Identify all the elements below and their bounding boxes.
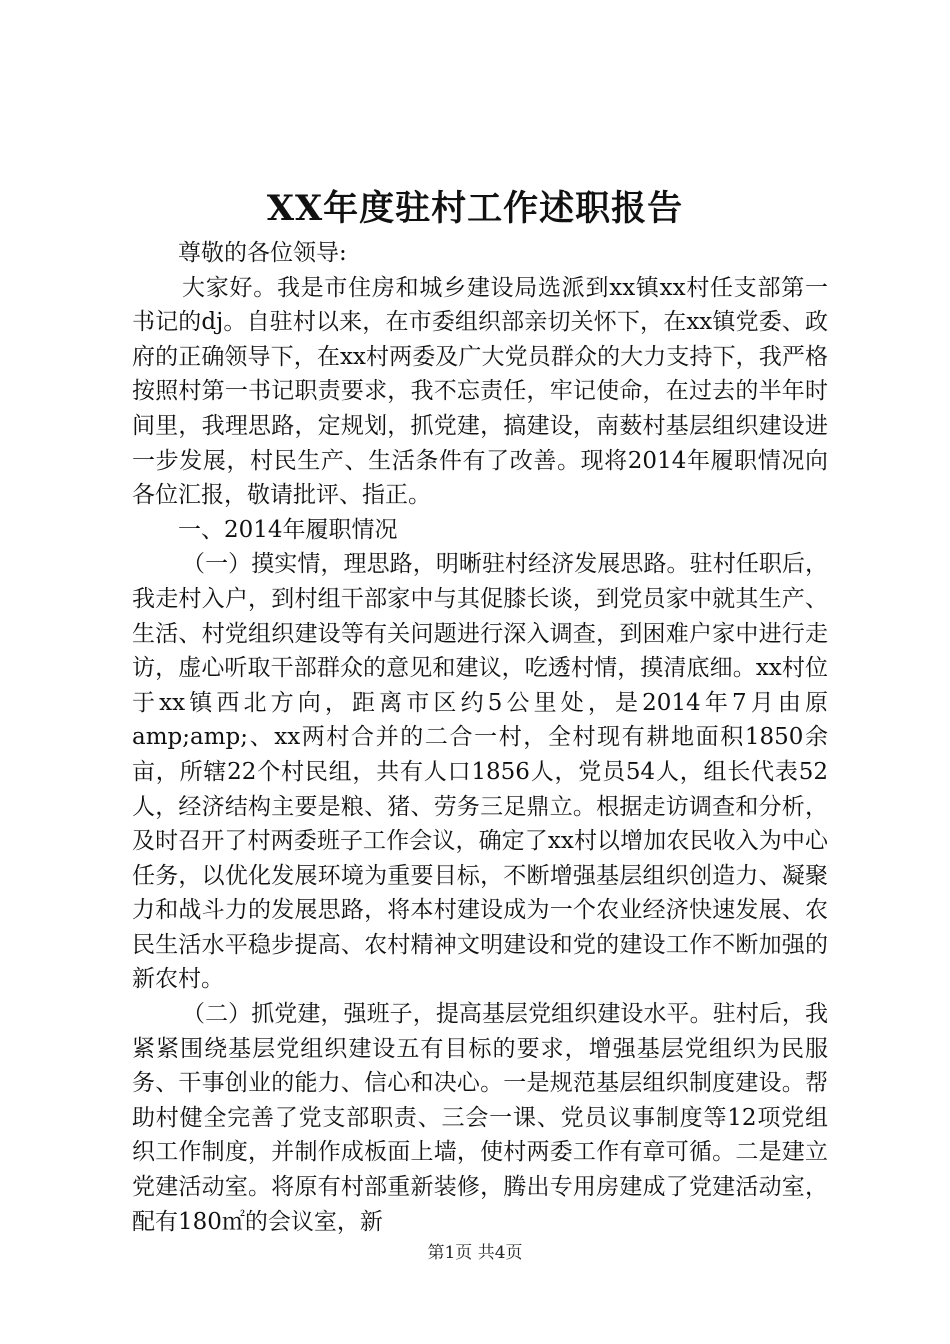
paragraph-intro: 大家好。我是市住房和城乡建设局选派到xx镇xx村任支部第一书记的dj。自驻村以来，在市委组织部亲切关怀下，在xx镇党委、政府的正确领导下，在xx村两委及广大党员群众的大力支持下，我严格按照村第一书记职责要求，我不忘责任，牢记使命，在过去的半年时间里，我理思路，定规划，抓党建，搞建设，南薮村基层组织建设进一步发展，村民生产、生活条件有了改善。现将2014年履职情况向各位汇报，敬请批评、指正。 bbox=[132, 274, 828, 509]
document-title: XX年度驻村工作述职报告 bbox=[266, 188, 684, 229]
salutation: 尊敬的各位领导: bbox=[178, 240, 347, 266]
document-body bbox=[132, 236, 828, 1239]
paragraph-section-1: （一）摸实情，理思路，明晰驻村经济发展思路。驻村任职后，我走村入户，到村组干部家中与其促膝长谈，到党员家中就其生产、生活、村党组织建设等有关问题进行深入调查，到困难户家中进行走访，虚心听取干部群众的意见和建议，吃透村情，摸清底细。xx村位于xx镇西北方向，距离市区约5公里处，是2014年7月由原amp;amp;、xx两村合并的二合一村，全村现有耕地面积1850余亩，所辖22个村民组，共有人口1856人，党员54人，组长代表52人，经济结构主要是粮、猪、劳务三足鼎立。根据走访调查和分析，及时召开了村两委班子工作会议，确定了xx村以增加农民收入为中心任务，以优化发展环境为重要目标，不断增强基层组织创造力、凝聚力和战斗力的发展思路，将本村建设成为一个农业经济快速发展、农民生活水平稳步提高、农村精神文明建设和党的建设工作不断加强的新农村。 bbox=[132, 551, 828, 993]
paragraph-section-2: （二）抓党建，强班子，提高基层党组织建设水平。驻村后，我紧紧围绕基层党组织建设五有目标的要求，增强基层党组织为民服务、干事创业的能力、信心和决心。一是规范基层组织制度建设。帮助村健全完善了党支部职责、三会一课、党员议事制度等12项党组织工作制度，并制作成板面上墙，使村两委工作有章可循。二是建立党建活动室。将原有村部重新装修，腾出专用房建成了党建活动室，配有180㎡的会议室，新 bbox=[132, 1001, 828, 1235]
page-footer: 第1页 共4页 bbox=[427, 1243, 523, 1263]
section-heading: 一、2014年履职情况 bbox=[178, 516, 398, 543]
